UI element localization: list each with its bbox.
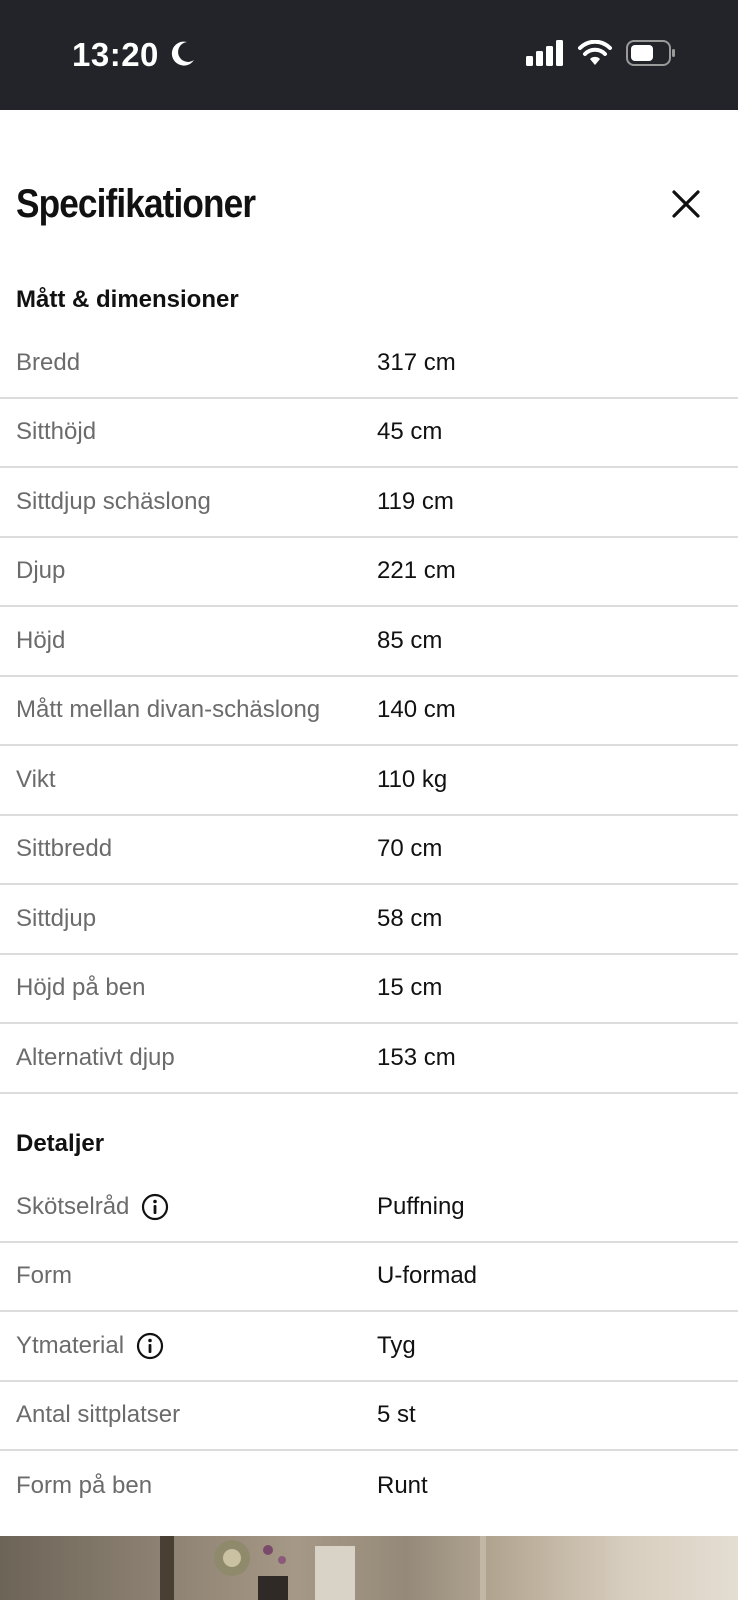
spec-label: Sitthöjd <box>16 418 97 446</box>
spec-value: 85 cm <box>377 626 443 654</box>
spec-label: Mått mellan divan-schäslong <box>16 696 321 724</box>
sheet-title: Specifikationer <box>16 182 256 226</box>
spec-value: 58 cm <box>377 904 443 932</box>
info-icon[interactable] <box>136 1332 164 1360</box>
spec-row-matt-mellan-divan-schaslong <box>0 677 738 747</box>
info-icon[interactable] <box>141 1193 169 1221</box>
spec-row-hojd <box>0 607 738 677</box>
spec-row-skotselrad <box>0 1173 738 1243</box>
spec-value: 140 cm <box>377 696 456 724</box>
spec-row-djup <box>0 538 738 608</box>
specifications-sheet <box>0 110 738 1536</box>
spec-value: Runt <box>377 1471 428 1499</box>
spec-label: Djup <box>16 557 66 585</box>
spec-label: Höjd <box>16 626 66 654</box>
spec-value: 317 cm <box>377 348 456 376</box>
spec-label: Alternativt djup <box>16 1043 175 1071</box>
dimensions-heading: Mått & dimensioner <box>16 286 239 313</box>
spec-value: 221 cm <box>377 557 456 585</box>
spec-label: Sittbredd <box>16 835 113 863</box>
spec-row-form <box>0 1243 738 1313</box>
close-button[interactable] <box>666 186 706 226</box>
background-product-photo <box>0 1536 738 1600</box>
cellular-signal-icon <box>526 40 564 71</box>
details-list <box>0 1173 738 1521</box>
details-heading: Detaljer <box>16 1130 105 1157</box>
spec-value: Tyg <box>377 1331 416 1359</box>
spec-row-sittdjup <box>0 885 738 955</box>
spec-label: Sittdjup <box>16 904 97 932</box>
status-icons <box>526 40 676 71</box>
spec-label: Form <box>16 1262 72 1290</box>
spec-value: 119 cm <box>377 487 454 515</box>
spec-row-antal-sittplatser <box>0 1382 738 1452</box>
spec-row-bredd <box>0 329 738 399</box>
close-icon <box>670 188 702 225</box>
spec-row-hojd-pa-ben <box>0 955 738 1025</box>
spec-value: Puffning <box>377 1192 465 1220</box>
spec-value: 153 cm <box>377 1043 456 1071</box>
spec-label-text: Ytmaterial <box>16 1331 125 1359</box>
spec-row-sittdjup-schaslong <box>0 468 738 538</box>
spec-label: Höjd på ben <box>16 974 146 1002</box>
spec-label-text: Skötselråd <box>16 1192 130 1220</box>
spec-label: Sittdjup schäslong <box>16 487 211 515</box>
spec-row-sitthojd <box>0 399 738 469</box>
spec-value: 45 cm <box>377 418 443 446</box>
spec-value: 110 kg <box>377 765 448 793</box>
moon-icon <box>170 40 196 73</box>
spec-label: Form på ben <box>16 1471 153 1499</box>
spec-value: 70 cm <box>377 835 443 863</box>
status-time: 13:20 <box>72 36 159 73</box>
spec-label: Antal sittplatser <box>16 1401 181 1429</box>
status-bar <box>0 0 738 110</box>
spec-label <box>16 1332 164 1360</box>
wifi-icon <box>578 40 612 71</box>
spec-value: U-formad <box>377 1262 478 1290</box>
spec-row-form-pa-ben <box>0 1451 738 1521</box>
spec-value: 5 st <box>377 1401 416 1429</box>
spec-row-sittbredd <box>0 816 738 886</box>
spec-row-ytmaterial <box>0 1312 738 1382</box>
dimensions-list <box>0 329 738 1094</box>
battery-icon <box>626 40 676 71</box>
spec-label: Bredd <box>16 348 81 376</box>
spec-label <box>16 1193 169 1221</box>
spec-row-vikt <box>0 746 738 816</box>
spec-label: Vikt <box>16 765 56 793</box>
spec-value: 15 cm <box>377 974 443 1002</box>
spec-row-alternativt-djup <box>0 1024 738 1094</box>
